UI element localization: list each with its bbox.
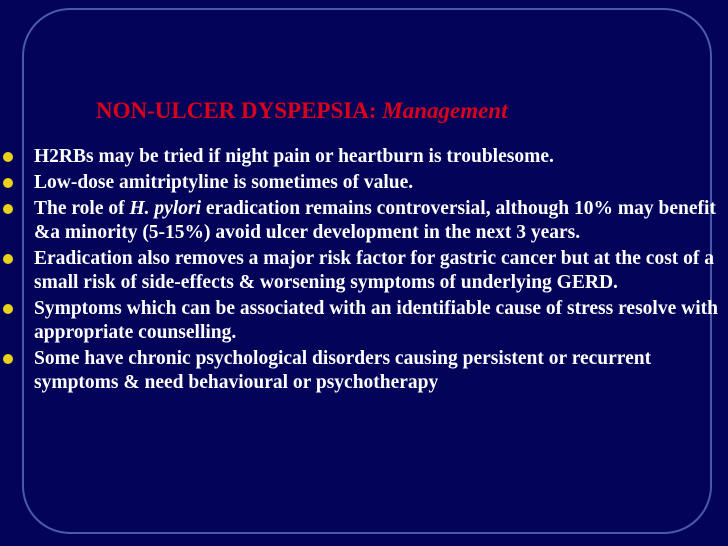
bullet-dot-icon bbox=[3, 152, 13, 162]
bullet-text: Some have chronic psychological disorders causing persistent or recurrent symptoms & need behavioural or psychotherapy bbox=[34, 348, 652, 393]
bullet-dot-icon bbox=[3, 254, 13, 264]
bullet-dot-icon bbox=[3, 178, 13, 188]
bullet-item bbox=[0, 347, 728, 395]
bullet-text-end: eradication remains controversial, although 10% may benefit &a minority (5-15%) avoid ulcer development in the next 3 years. bbox=[34, 198, 716, 243]
bullet-text: Eradication also removes a major risk factor for gastric cancer but at the cost of a small risk of side-effects & worsening symptoms of underlying GERD. bbox=[34, 248, 715, 293]
bullet-text: Symptoms which can be associated with an identifiable cause of stress resolve with appropriate counselling. bbox=[34, 298, 718, 343]
bullet-dot-icon bbox=[3, 304, 13, 314]
bullet-list bbox=[0, 145, 728, 397]
bullet-dot-icon bbox=[3, 354, 13, 364]
bullet-item bbox=[0, 247, 728, 295]
title-main: NON-ULCER DYSPEPSIA: bbox=[96, 98, 383, 123]
bullet-text-start: The role of bbox=[34, 198, 130, 219]
bullet-dot-icon bbox=[3, 204, 13, 214]
bullet-text-italic: H. pylori bbox=[129, 198, 202, 219]
slide-title bbox=[96, 96, 507, 126]
bullet-item bbox=[0, 171, 728, 195]
bullet-item bbox=[0, 145, 728, 169]
bullet-item bbox=[0, 297, 728, 345]
title-subtitle: Management bbox=[382, 98, 508, 123]
bullet-text: Low-dose amitriptyline is sometimes of value. bbox=[34, 172, 414, 193]
bullet-item bbox=[0, 197, 728, 245]
bullet-text: H2RBs may be tried if night pain or heartburn is troublesome. bbox=[34, 146, 554, 167]
